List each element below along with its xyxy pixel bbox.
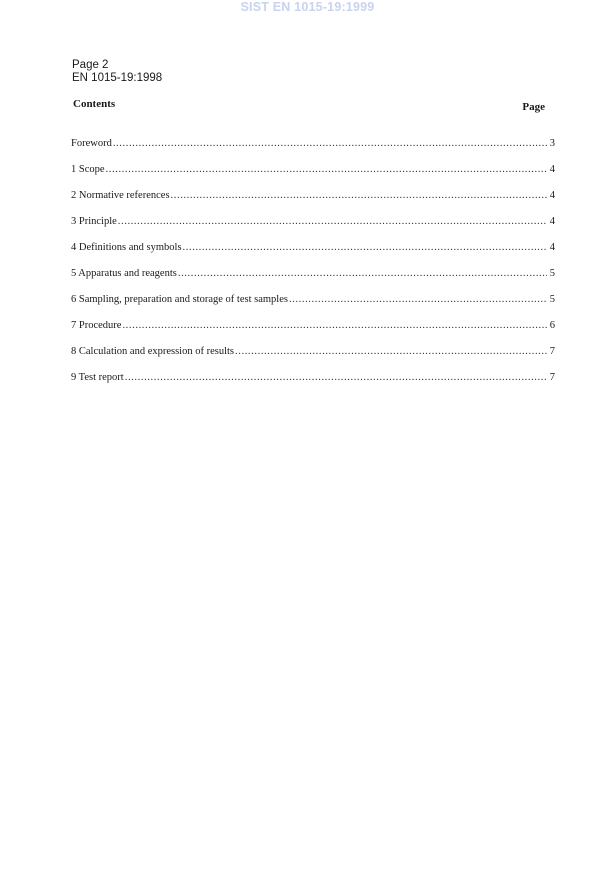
watermark: SIST EN 1015-19:1999 [240, 0, 375, 14]
standard-reference: EN 1015-19:1998 [72, 72, 163, 84]
toc-leader-dots [178, 268, 547, 279]
toc-entry-label: 5 Apparatus and reagents [71, 268, 177, 279]
toc-entry-principle[interactable] [71, 216, 555, 242]
toc-entry-page: 6 [549, 320, 555, 331]
table-of-contents [71, 138, 555, 398]
toc-entry-page: 4 [549, 242, 555, 253]
toc-entry-page: 4 [549, 164, 555, 175]
toc-leader-dots [125, 372, 547, 383]
toc-entry-normative-references[interactable] [71, 190, 555, 216]
page-number: Page 2 [72, 59, 109, 71]
toc-leader-dots [122, 320, 547, 331]
toc-entry-label: 1 Scope [71, 164, 105, 175]
toc-entry-label: 9 Test report [71, 372, 124, 383]
toc-entry-label: 8 Calculation and expression of results [71, 346, 235, 357]
toc-entry-label: Foreword [71, 138, 112, 149]
toc-entry-procedure[interactable] [71, 320, 555, 346]
toc-entry-label: 2 Normative references [71, 190, 170, 201]
toc-entry-sampling[interactable] [71, 294, 555, 320]
page-header [72, 59, 162, 85]
toc-entry-page: 4 [549, 216, 555, 227]
toc-entry-definitions-and-symbols[interactable] [71, 242, 555, 268]
toc-entry-label: 7 Procedure [71, 320, 122, 331]
toc-entry-label: 6 Sampling, preparation and storage of test samples [71, 294, 288, 305]
toc-leader-dots [183, 242, 547, 253]
toc-entry-page: 3 [549, 138, 555, 149]
toc-entry-page: 7 [549, 372, 555, 383]
toc-entry-page: 7 [549, 346, 555, 357]
toc-entry-test-report[interactable] [71, 372, 555, 398]
toc-entry-calculation[interactable] [71, 346, 555, 372]
toc-entry-scope[interactable] [71, 164, 555, 190]
contents-heading [73, 98, 545, 113]
toc-entry-label: 4 Definitions and symbols [71, 242, 182, 253]
toc-leader-dots [171, 190, 547, 201]
toc-leader-dots [113, 138, 547, 149]
toc-leader-dots [106, 164, 547, 175]
contents-title: Contents [73, 98, 116, 110]
toc-leader-dots [289, 294, 547, 305]
toc-entry-page: 4 [549, 190, 555, 201]
toc-entry-apparatus-and-reagents[interactable] [71, 268, 555, 294]
toc-leader-dots [118, 216, 547, 227]
toc-entry-page: 5 [549, 268, 555, 279]
page-column-label: Page [522, 101, 545, 113]
toc-entry-label: 3 Principle [71, 216, 117, 227]
toc-entry-foreword[interactable] [71, 138, 555, 164]
toc-entry-page: 5 [549, 294, 555, 305]
toc-leader-dots [235, 346, 547, 357]
